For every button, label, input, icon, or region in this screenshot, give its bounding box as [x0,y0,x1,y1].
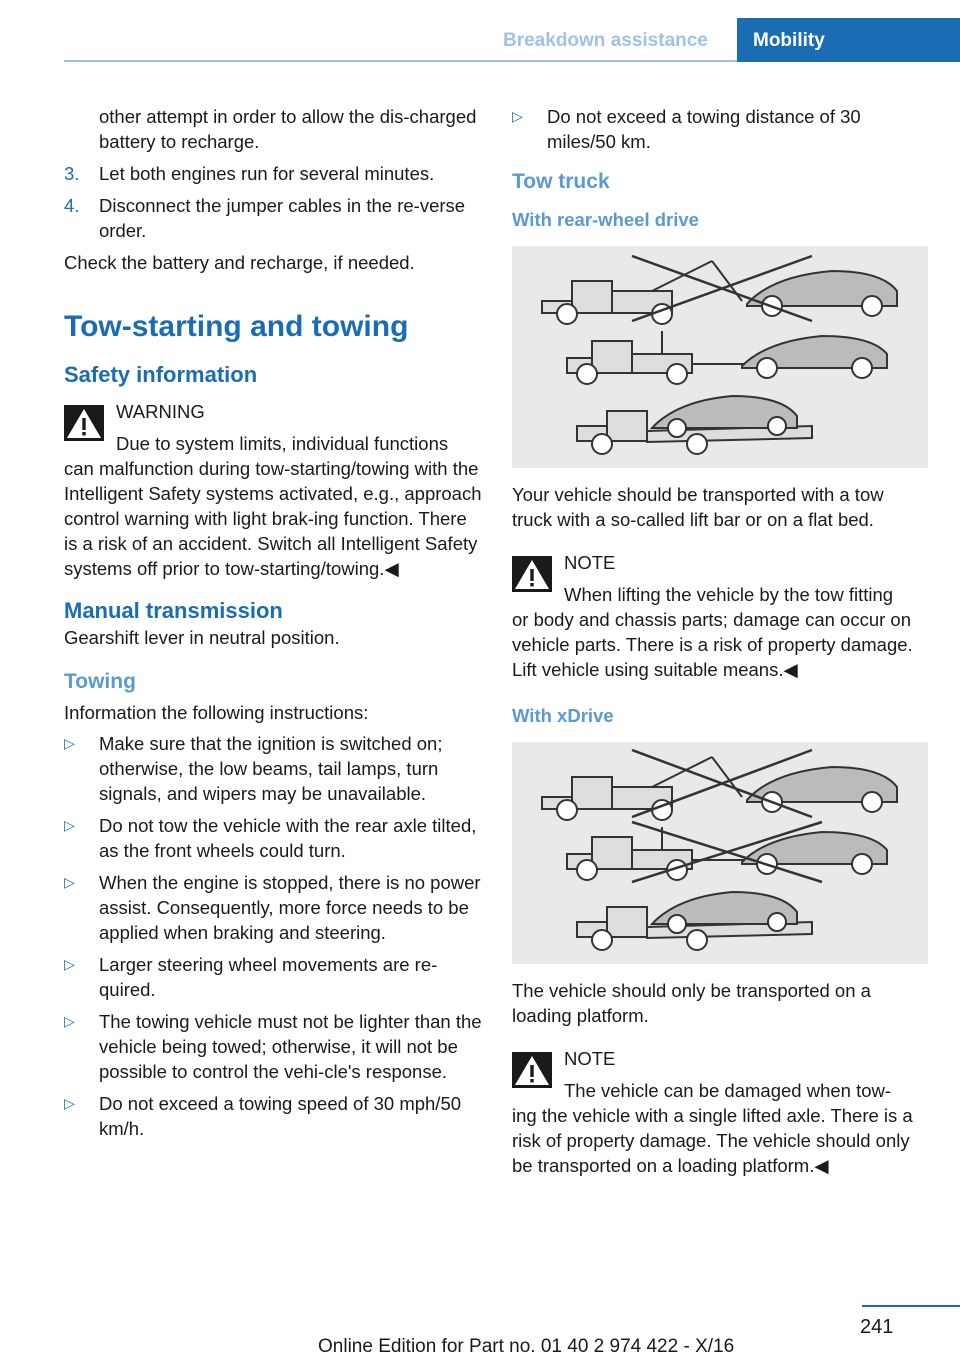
section-heading: Safety information [64,362,258,387]
bullet-item [64,731,484,806]
tab-mobility[interactable] [737,18,960,62]
bullet-text: Do not exceed a towing speed of 30 mph/50 km/h. [99,1093,462,1139]
bullet-text: When the engine is stopped, there is no power assist. Consequently, more force needs to be applied when braking and steering. [99,872,481,943]
bullet-item [64,870,484,945]
step-item [64,161,484,186]
paragraph: Gearshift lever in neutral position. [64,627,340,648]
bullet-triangle-icon: ▷ [64,1013,75,1029]
step-number: 4. [64,195,80,216]
left-column [64,104,484,1148]
minor-heading: With xDrive [512,705,614,726]
warning-icon [512,1052,552,1088]
warning-icon [512,556,552,592]
right-column [512,104,928,1188]
step-text: Disconnect the jumper cables in the re-verse order. [99,195,466,241]
page-title: Tow-starting and towing [64,310,409,343]
tow-truck-illustration [512,246,928,468]
bullet-triangle-icon: ▷ [64,735,75,751]
bullet-triangle-icon: ▷ [64,817,75,833]
tow-truck-illustration [512,742,928,964]
note-label: NOTE [564,552,616,573]
bullet-item [64,1009,484,1084]
note-box [512,1046,928,1178]
list-item [64,104,484,154]
footer-rule [862,1305,960,1307]
subsection-heading: Tow truck [512,170,610,193]
bullet-text: Do not tow the vehicle with the rear axle tilted, as the front wheels could turn. [99,815,477,861]
edition-info: Online Edition for Part no. 01 40 2 974 422 - X/16 [318,1336,735,1357]
paragraph: Your vehicle should be transported with a tow truck with a so-called lift bar or on a flat bed. [512,484,884,530]
note-text: ing the vehicle with a single lifted axle. There is a risk of property damage. The vehicle should only be transported on a loading platform.◀ [512,1105,913,1176]
header-rule [64,60,737,62]
bullet-item [64,813,484,863]
subsection-heading: Towing [64,670,136,693]
warning-label: WARNING [116,401,205,422]
tow-illustration-xdrive [512,742,928,964]
note-label: NOTE [564,1048,616,1069]
paragraph: Information the following instructions: [64,702,369,723]
tow-illustration-rwd [512,246,928,468]
note-text-first: The vehicle can be damaged when tow- [564,1080,892,1101]
note-text: or body and chassis parts; damage can occur on vehicle parts. There is a risk of property damage. Lift vehicle using suitable means.◀ [512,609,913,680]
note-box [512,550,928,682]
bullet-text: Larger steering wheel movements are re-quired. [99,954,438,1000]
step-number: 3. [64,163,80,184]
warning-text: can malfunction during tow-starting/towing with the Intelligent Safety systems activated, e.g., approach control warning with light brak-ing function. There is a risk of an accident. Switch all Intelligent Safety systems off prior to tow-starting/towing.◀ [64,458,482,579]
bullet-text: Do not exceed a towing distance of 30 miles/50 km. [547,106,861,152]
tab-mobility-label: Mobility [753,30,825,51]
bullet-text: The towing vehicle must not be lighter than the vehicle being towed; otherwise, it will not be possible to control the vehi-cle's response. [99,1011,482,1082]
bullet-triangle-icon: ▷ [512,108,523,124]
bullet-item [64,1091,484,1141]
step-text: Let both engines run for several minutes. [99,163,435,184]
bullet-text: Make sure that the ignition is switched on; otherwise, the low beams, tail lamps, turn signals, and wipers may be unavailable. [99,733,443,804]
warning-box [64,399,484,581]
section-heading: Manual transmission [64,598,283,623]
warning-text-first: Due to system limits, individual functions [116,433,449,454]
paragraph: Check the battery and recharge, if needed. [64,252,415,273]
bullet-item [64,952,484,1002]
note-text-first: When lifting the vehicle by the tow fitting [564,584,894,605]
page-number: 241 [860,1316,894,1338]
section-title: Breakdown assistance [503,30,708,51]
step-continuation: other attempt in order to allow the dis-charged battery to recharge. [99,106,477,152]
paragraph: The vehicle should only be transported on a loading platform. [512,980,871,1026]
warning-icon [64,405,104,441]
bullet-triangle-icon: ▷ [64,956,75,972]
bullet-item [512,104,928,154]
bullet-triangle-icon: ▷ [64,1095,75,1111]
step-item [64,193,484,243]
bullet-triangle-icon: ▷ [64,874,75,890]
minor-heading: With rear-wheel drive [512,209,699,230]
